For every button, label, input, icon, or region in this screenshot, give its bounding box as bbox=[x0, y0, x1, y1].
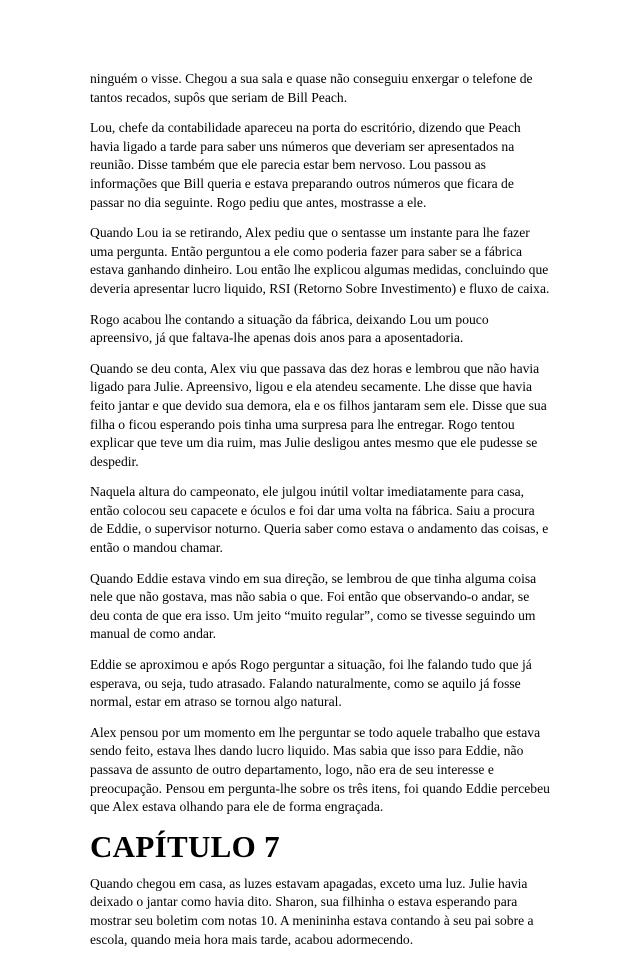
paragraph: Rogo acabou lhe contando a situação da fábrica, deixando Lou um pouco apreensivo, já que faltava-lhe apenas dois anos para a aposentadoria. bbox=[90, 311, 489, 346]
document-body bbox=[90, 70, 550, 961]
paragraph: Naquela altura do campeonato, ele julgou inútil voltar imediatamente para casa, então colocou seu capacete e óculos e foi dar uma volta na fábrica. Saiu a procura de Eddie, o supervisor noturno. Queria saber como estava o andamento das coisas, e então o mandou chamar. bbox=[90, 484, 549, 556]
chapter-heading: CAPÍTULO 7 bbox=[90, 828, 280, 864]
paragraph: Quando Eddie estava vindo em sua direção, se lembrou de que tinha alguma coisa nele que não gostava, mas não sabia o que. Foi então que observando-o andar, se deu conta de que era isso. Um jeito “muito regular”, como se tivesse seguindo um manual de como andar. bbox=[90, 570, 537, 642]
paragraph: Eddie se aproximou e após Rogo perguntar a situação, foi lhe falando tudo que já esperava, ou seja, tudo atrasado. Falando naturalmente, como se aquilo já fosse normal, estar em atraso se tornou algo natural. bbox=[90, 657, 532, 710]
paragraph: Quando chegou em casa, as luzes estavam apagadas, exceto uma luz. Julie havia deixado o jantar como havia dito. Sharon, sua filhinha o estava esperando para mostrar seu boletim com notas 10. A menininha estava contando à seu pai sobre a escola, quando meia hora mais tarde, acabou adormecendo. bbox=[90, 875, 534, 947]
paragraph: Quando se deu conta, Alex viu que passava das dez horas e lembrou que não havia ligado para Julie. Apreensivo, ligou e ela atendeu secamente. Lhe disse que havia feito jantar e que devido sua demora, ela e os filhos jantaram sem ele. Disse que sua filha o ficou esperando pois tinha uma surpresa para lhe entregar. Rogo tentou explicar que teve um dia ruim, mas Julie desligou antes mesmo que ele pudesse se despedir. bbox=[90, 360, 547, 469]
paragraph: ninguém o visse. Chegou a sua sala e quase não conseguiu enxergar o telefone de tantos recados, supôs que seriam de Bill Peach. bbox=[90, 71, 533, 105]
paragraph: Lou, chefe da contabilidade apareceu na porta do escritório, dizendo que Peach havia ligado a tarde para saber uns números que deveriam ser apresentados na reunião. Disse também que ele parecia estar bem nervoso. Lou passou as informações que Bill queria e estava preparando outros números que ficara de passar no dia seguinte. Rogo pediu que antes, mostrasse a ele. bbox=[90, 120, 521, 210]
paragraph: Quando Lou ia se retirando, Alex pediu que o sentasse um instante para lhe fazer uma pergunta. Então perguntou a ele como poderia fazer para saber se a fábrica estava ganhando dinheiro. Lou então lhe explicou algumas medidas, concluindo que deveria apresentar lucro liquido, RSI (Retorno Sobre Investimento) e fluxo de caixa. bbox=[90, 225, 550, 296]
paragraph: Alex pensou por um momento em lhe perguntar se todo aquele trabalho que estava sendo feito, estava lhes dando lucro liquido. Mas sabia que isso para Eddie, não passava de assunto de outro departamento, logo, não era de seu interesse e preocupação. Pensou em pergunta-lhe sobre os três itens, foi quando Eddie percebeu que Alex estava olhando para ele de forma engraçada. bbox=[90, 724, 550, 815]
